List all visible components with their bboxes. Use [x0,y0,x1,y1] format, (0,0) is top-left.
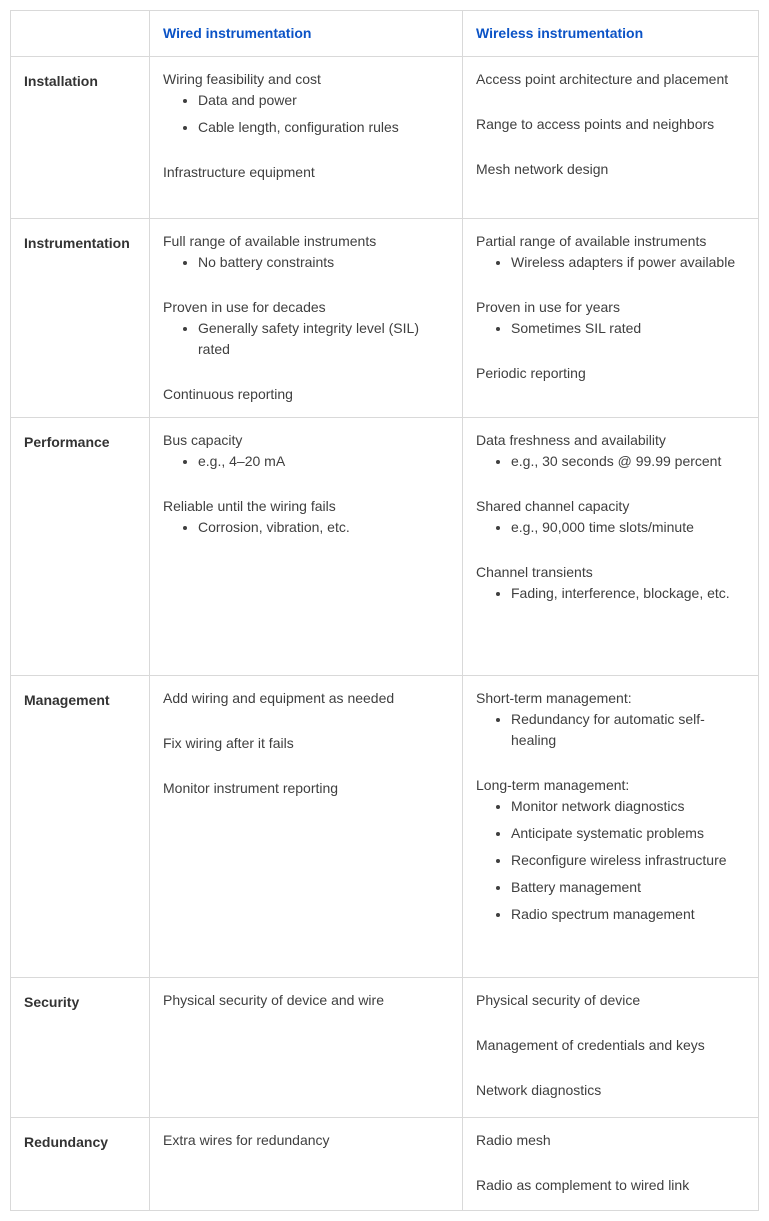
bullet-list [476,709,748,751]
content-block [476,1080,748,1101]
bullet-item: • Cable length, configuration rules [198,117,452,138]
content-block [476,775,748,925]
cell-text: Short-term management: [476,690,632,706]
cell-text: Radio as complement to wired link [476,1177,690,1193]
cell-text: Range to access points and neighbors [476,116,715,132]
cell-text: Infrastructure equipment [163,164,315,180]
bullet-item: • Wireless adapters if power available [511,252,748,273]
row-label: Security [11,978,150,1118]
cell-text: Proven in use for years [476,299,620,315]
bullet-list [163,90,452,138]
wireless-cell [463,219,759,418]
content-block [476,1035,748,1056]
bullet-list [476,451,748,472]
bullet-item: • e.g., 30 seconds @ 99.99 percent [511,451,748,472]
cell-text: Fix wiring after it fails [163,735,294,751]
content-block [163,496,452,538]
content-block [163,297,452,360]
content-block [476,496,748,538]
bullet-item: • Radio spectrum management [511,904,748,925]
bullet-item: • Corrosion, vibration, etc. [198,517,452,538]
table-row [11,57,759,219]
table-row [11,676,759,978]
table-body [11,57,759,1211]
bullet-item: • Battery management [511,877,748,898]
content-block [476,1130,748,1151]
bullet-item: • No battery constraints [198,252,452,273]
bullet-item: • Anticipate systematic problems [511,823,748,844]
bullet-list [476,318,748,339]
content-block [476,231,748,273]
bullet-item: • e.g., 90,000 time slots/minute [511,517,748,538]
content-block [163,231,452,273]
table-row [11,1118,759,1211]
wired-cell [150,57,463,219]
row-label: Performance [11,418,150,676]
header-empty-cell [11,11,150,57]
cell-text: Channel transients [476,564,593,580]
cell-text: Network diagnostics [476,1082,602,1098]
cell-text: Add wiring and equipment as needed [163,690,395,706]
content-block [163,162,452,183]
cell-text: Continuous reporting [163,386,293,402]
cell-text: Reliable until the wiring fails [163,498,336,514]
cell-text: Shared channel capacity [476,498,630,514]
wired-cell [150,219,463,418]
cell-text: Full range of available instruments [163,233,377,249]
cell-text: Data freshness and availability [476,432,666,448]
cell-text: Long-term management: [476,777,630,793]
comparison-table [10,10,759,1211]
wireless-cell [463,57,759,219]
wireless-cell [463,1118,759,1211]
cell-text: Bus capacity [163,432,243,448]
bullet-list [163,252,452,273]
content-block [476,688,748,751]
content-block [163,990,452,1011]
content-block [163,733,452,754]
content-block [476,562,748,604]
cell-text: Management of credentials and keys [476,1037,705,1053]
wireless-cell [463,676,759,978]
row-label: Installation [11,57,150,219]
content-block [476,297,748,339]
content-block [163,688,452,709]
content-block [163,69,452,138]
bullet-list [163,451,452,472]
bullet-list [476,796,748,925]
cell-text: Physical security of device [476,992,641,1008]
bullet-item: • Redundancy for automatic self-healing [511,709,748,751]
content-block [163,384,452,405]
wired-cell [150,978,463,1118]
cell-text: Physical security of device and wire [163,992,384,1008]
cell-text: Proven in use for decades [163,299,326,315]
bullet-list [163,318,452,360]
row-label: Redundancy [11,1118,150,1211]
bullet-item: • Sometimes SIL rated [511,318,748,339]
cell-text: Radio mesh [476,1132,551,1148]
bullet-list [476,583,748,604]
content-block [476,363,748,384]
content-block [163,778,452,799]
bullet-list [163,517,452,538]
table-row [11,978,759,1118]
cell-text: Wiring feasibility and cost [163,71,321,87]
header-row [11,11,759,57]
cell-text: Extra wires for redundancy [163,1132,330,1148]
bullet-item: • Generally safety integrity level (SIL) rated [198,318,452,360]
content-block [476,114,748,135]
header-wired: Wired instrumentation [150,11,463,57]
content-block [476,430,748,472]
table-row [11,219,759,418]
cell-text: Access point architecture and placement [476,71,729,87]
wireless-cell [463,978,759,1118]
wired-cell [150,418,463,676]
wired-cell [150,676,463,978]
content-block [476,159,748,180]
bullet-list [476,252,748,273]
bullet-list [476,517,748,538]
row-label: Management [11,676,150,978]
content-block [163,430,452,472]
table-header [11,11,759,57]
wired-cell [150,1118,463,1211]
bullet-item: • e.g., 4–20 mA [198,451,452,472]
content-block [476,1175,748,1196]
row-label: Instrumentation [11,219,150,418]
bullet-item: • Reconfigure wireless infrastructure [511,850,748,871]
header-wireless: Wireless instrumentation [463,11,759,57]
content-block [476,990,748,1011]
bullet-item: • Monitor network diagnostics [511,796,748,817]
cell-text: Periodic reporting [476,365,586,381]
cell-text: Mesh network design [476,161,609,177]
bullet-item: • Fading, interference, blockage, etc. [511,583,748,604]
cell-text: Partial range of available instruments [476,233,707,249]
content-block [163,1130,452,1151]
bullet-item: • Data and power [198,90,452,111]
wireless-cell [463,418,759,676]
content-block [476,69,748,90]
table-row [11,418,759,676]
cell-text: Monitor instrument reporting [163,780,339,796]
